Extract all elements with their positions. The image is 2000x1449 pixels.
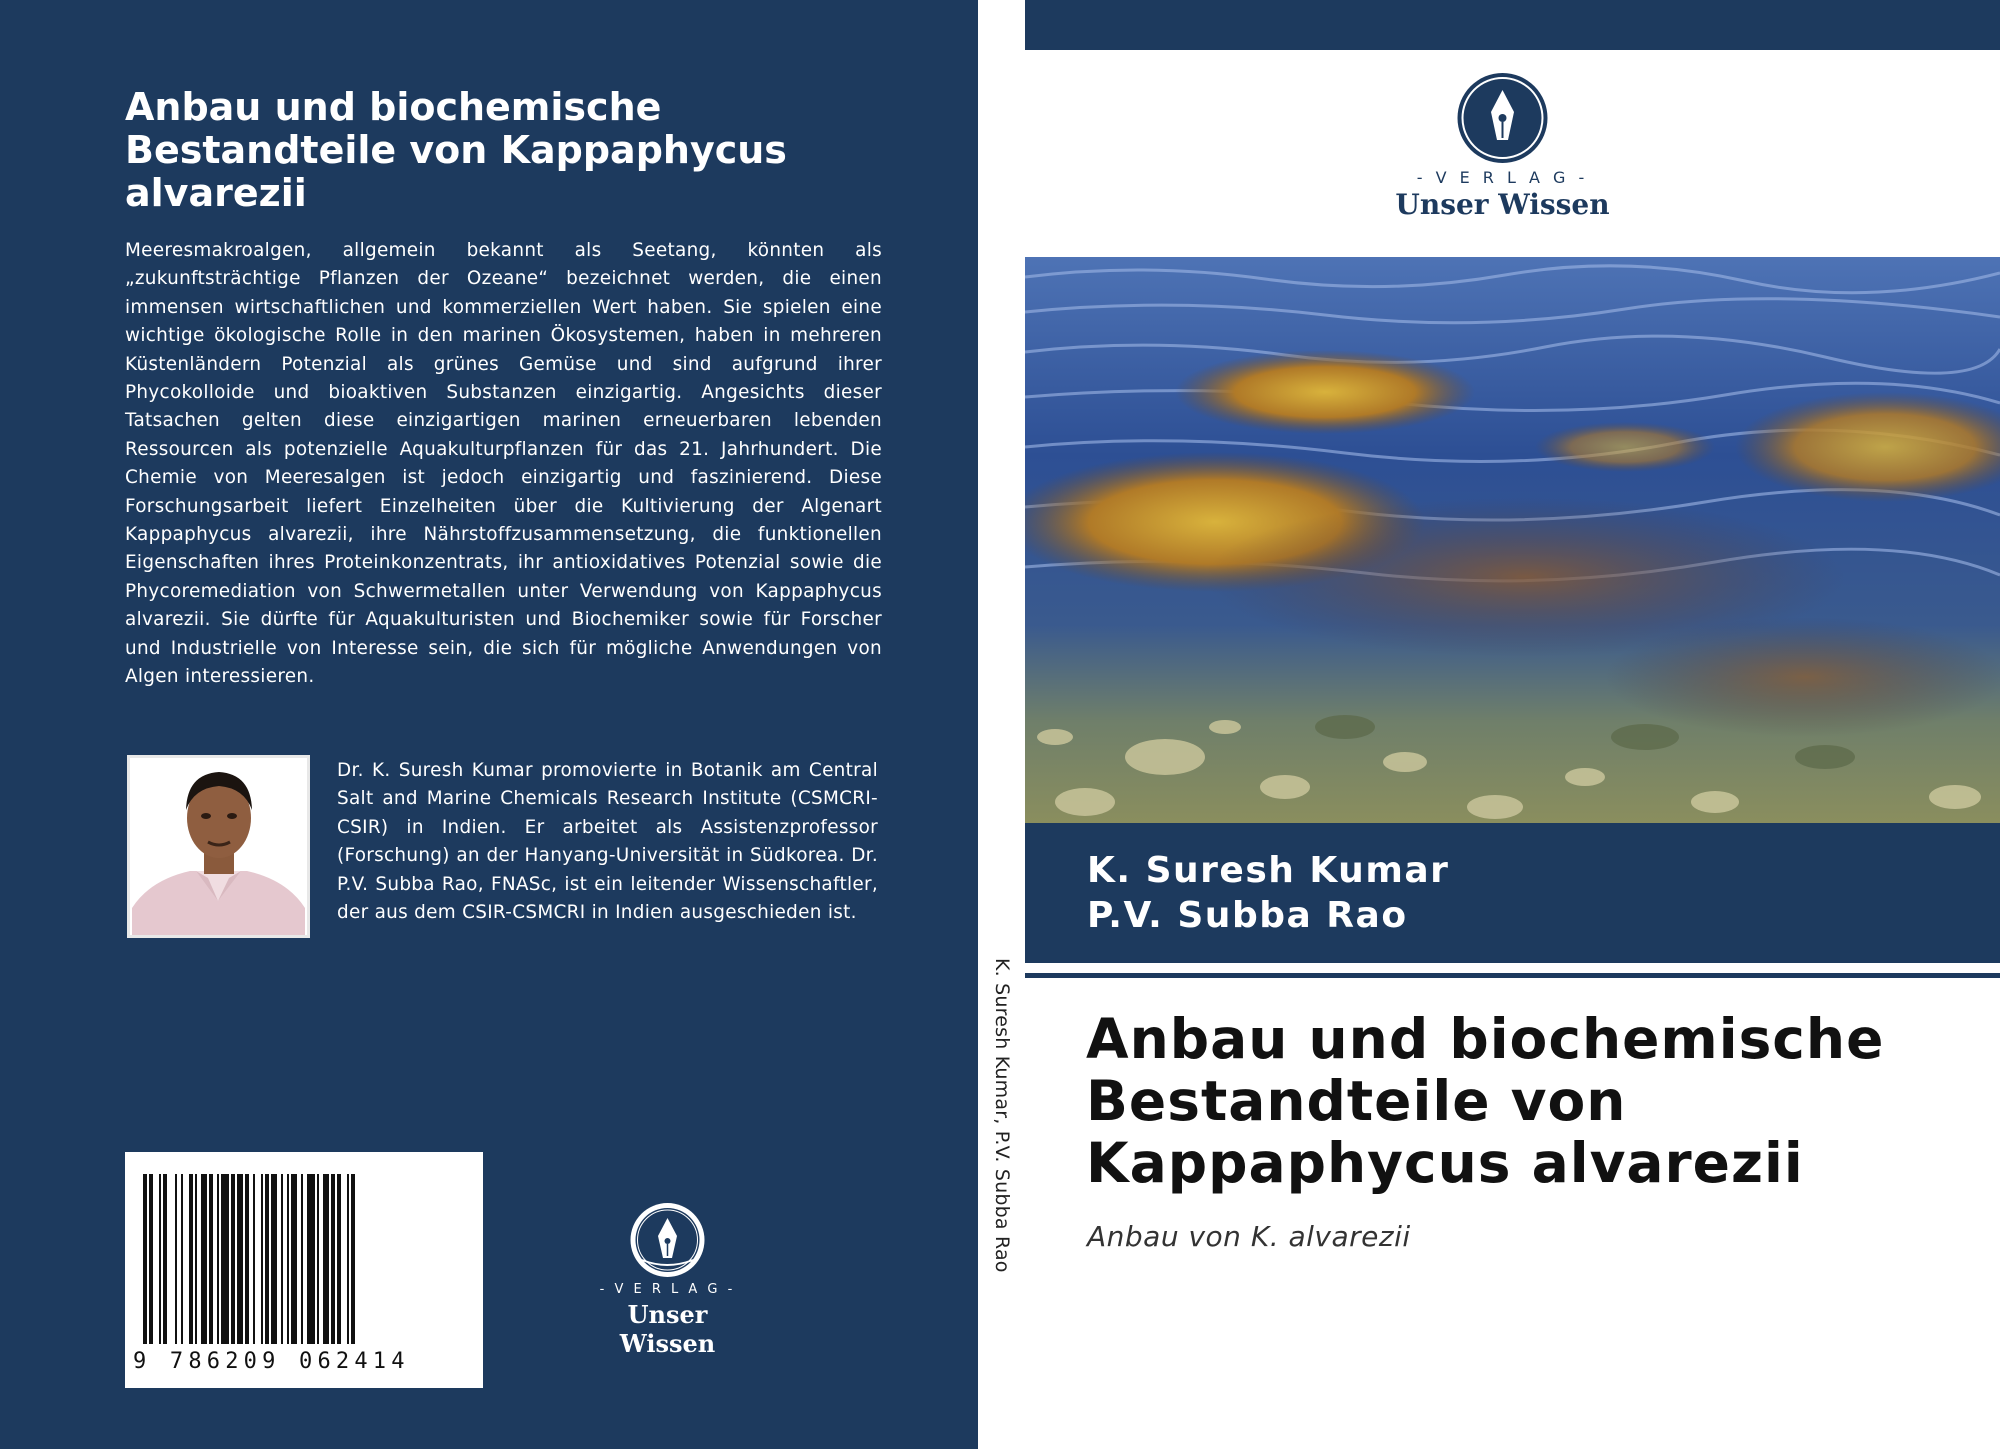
spine-text: K. Suresh Kumar, P.V. Subba Rao xyxy=(991,958,1013,1273)
back-cover-title: Anbau und biochemische Bestandteile von Kappaphycus alvarezii xyxy=(125,85,787,215)
publisher-verlag-label-small: - V E R L A G - xyxy=(599,1282,736,1297)
front-cover-top-bar xyxy=(1025,0,2000,50)
barcode-bar xyxy=(323,1174,329,1344)
barcode-bar xyxy=(221,1174,229,1344)
barcode-bar xyxy=(143,1174,147,1344)
barcode-bar xyxy=(331,1174,335,1344)
barcode-bar xyxy=(287,1174,289,1344)
publisher-logo-small xyxy=(580,1200,755,1358)
barcode-bar xyxy=(307,1174,315,1344)
publisher-name-small: Unser Wissen xyxy=(619,1300,716,1358)
barcode-bar xyxy=(189,1174,193,1344)
barcode-bar xyxy=(317,1174,319,1344)
barcode-bar xyxy=(337,1174,341,1344)
front-author-1: K. Suresh Kumar xyxy=(1087,850,1450,891)
barcode-bar xyxy=(253,1174,255,1344)
back-cover xyxy=(0,0,978,1449)
barcode-bar xyxy=(231,1174,235,1344)
barcode-bar xyxy=(245,1174,249,1344)
author-bio: Dr. K. Suresh Kumar promovierte in Botanik am Central Salt and Marine Chemicals Research Institute (CSMCRI-CSIR) in Indien. Er arbeitet als Assistenzprofessor (Forschung) an der Hanyang-Universität in Südkorea. Dr. P.V. Subba Rao, FNASc, ist ein leitender Wissenschaftler, der aus dem CSIR-CSMCRI in Indien ausgeschieden ist. xyxy=(337,760,878,924)
front-author-2: P.V. Subba Rao xyxy=(1087,895,1408,936)
publisher-logo xyxy=(1395,70,1610,220)
barcode-bar xyxy=(281,1174,283,1344)
front-cover-subtitle: Anbau von K. alvarezii xyxy=(1087,1220,1411,1253)
isbn-digits: 9 786209 062414 xyxy=(133,1349,410,1374)
cover-photo-seaweed xyxy=(1025,257,2000,823)
back-cover-blurb: Meeresmakroalgen, allgemein bekannt als Seetang, könnten als „zukunftsträchtige Pflanzen der Ozeane“ bezeichnet werden, die einen immensen wirtschaftlichen und kommerziellen Wert haben. Sie spielen eine wichtige ökologische Rolle in den marinen Ökosystemen, haben in mehreren Küstenländern Potenzial als grünes Gemüse und sind aufgrund ihrer Phycokolloide und bioaktiven Substanzen einzigartig. Angesichts dieser Tatsachen gelten diese einzigartigen marinen erneuerbaren lebenden Ressourcen als potenzielle Aquakulturpflanzen für das 21. Jahrhundert. Die Chemie von Meeresalgen ist jedoch einzigartig und faszinierend. Diese Forschungsarbeit liefert Einzelheiten über die Kultivierung der Algenart Kappaphycus alvarezii, ihre Nährstoffzusammensetzung, die funktionellen Eigenschaften ihres Proteinkonzentrats, ihr antioxidatives Potenzial sowie die Phycoremediation von Schwermetallen unter Verwendung von Kappaphycus alvarezii. Sie dürfte für Aquakulturisten und Biochemiker sowie für Forscher und Industrielle von Interesse sein, die sich für mögliche Anwendungen von Algen interessieren. xyxy=(125,240,882,688)
barcode-bar xyxy=(195,1174,197,1344)
barcode-bar xyxy=(181,1174,183,1344)
publisher-name: Unser Wissen xyxy=(1395,188,1610,221)
barcode-bar xyxy=(237,1174,243,1344)
author-photo xyxy=(127,755,310,938)
barcode-bar xyxy=(265,1174,269,1344)
barcode-bar xyxy=(163,1174,167,1344)
barcode-bar xyxy=(351,1174,355,1344)
front-divider-rule xyxy=(1025,973,2000,978)
barcode-bar xyxy=(159,1174,161,1344)
barcode-bar xyxy=(209,1174,213,1344)
front-author-band xyxy=(1025,823,2000,963)
barcode-bar xyxy=(347,1174,349,1344)
isbn-barcode xyxy=(125,1152,483,1388)
barcode-bar xyxy=(201,1174,207,1344)
barcode-bar xyxy=(301,1174,303,1344)
barcode-bar xyxy=(217,1174,219,1344)
front-cover-title: Anbau und biochemische Bestandteile von Kappaphycus alvarezii xyxy=(1086,1007,1885,1195)
barcode-bar xyxy=(271,1174,277,1344)
publisher-verlag-label: - V E R L A G - xyxy=(1416,168,1589,187)
barcode-bar xyxy=(149,1174,153,1344)
barcode-bar xyxy=(291,1174,297,1344)
barcode-bar xyxy=(175,1174,177,1344)
barcode-bar xyxy=(261,1174,263,1344)
